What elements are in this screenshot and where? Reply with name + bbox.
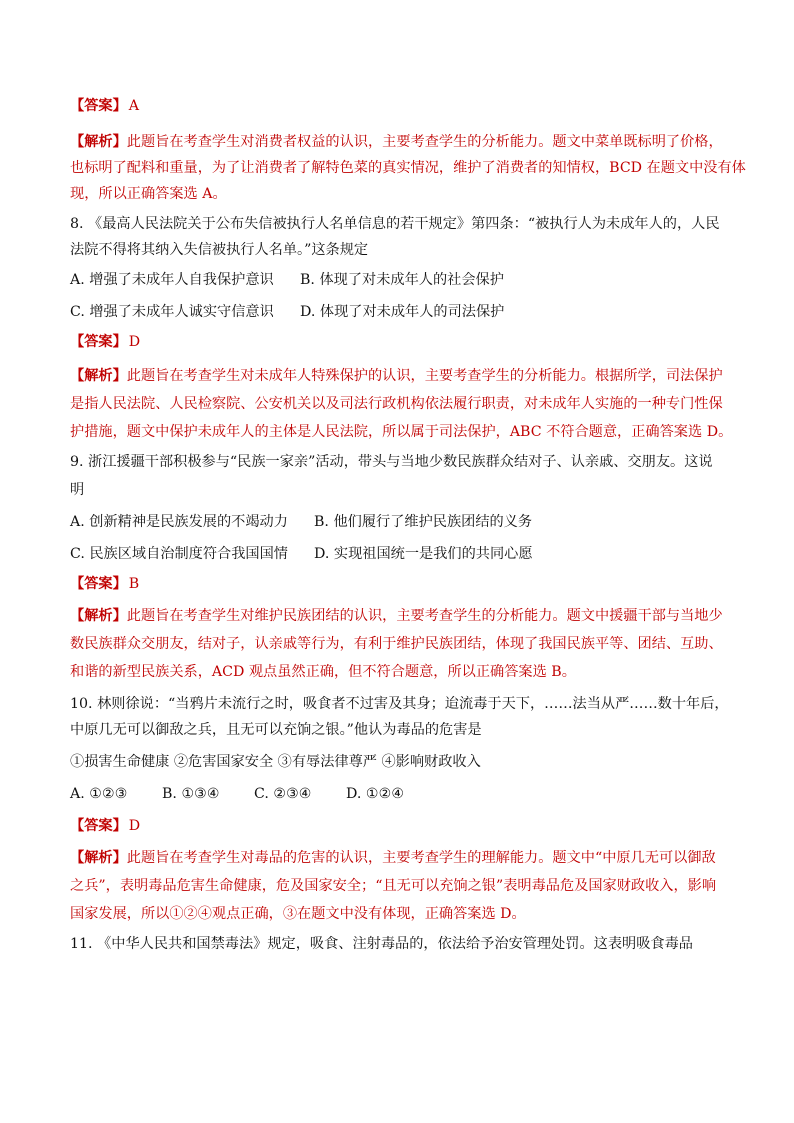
q8-analysis-line-2: 是指人民法院、人民检察院、公安机关以及司法行政机构依法履行职责，对未成年人实施的一种专门性保 <box>70 396 723 412</box>
q8-answer-line <box>70 332 140 352</box>
q10-stem-line-2: 中原几无可以御敌之兵，且无可以充饷之银。”他认为毒品的危害是 <box>70 722 482 738</box>
answer-tag: 【答案】 <box>70 98 127 114</box>
q9-analysis-line-3: 和谐的新型民族关系，ACD 观点虽然正确，但不符合题意，所以正确答案选 B。 <box>70 664 576 680</box>
q8-options-row-2 <box>70 302 504 322</box>
q10-stem-line-1: 10. 林则徐说：“当鸦片未流行之时，吸食者不过害及其身；迨流毒于天下，……法当从严……数十年后， <box>70 696 729 712</box>
answer-value: D <box>128 818 141 834</box>
q9-options-row-2 <box>70 544 533 564</box>
q9-stem-line-1: 9. 浙江援疆干部积极参与“民族一家亲”活动，带头与当地少数民族群众结对子、认亲戚、交朋友。这说 <box>70 454 713 470</box>
q9-options-row-1 <box>70 512 532 532</box>
q9-option-a: A. 创新精神是民族发展的不竭动力 <box>70 514 288 530</box>
answer-tag: 【答案】 <box>70 334 127 350</box>
q10-analysis-line-1 <box>70 848 716 868</box>
q9-option-d: D. 实现祖国统一是我们的共同心愿 <box>314 546 533 562</box>
q9-option-c: C. 民族区域自治制度符合我国国情 <box>70 546 288 562</box>
q10-options-row <box>70 784 404 804</box>
q7-analysis-line-1 <box>70 132 723 152</box>
q10-items: ①损害生命健康 ②危害国家安全 ③有辱法律尊严 ④影响财政收入 <box>70 754 481 770</box>
q10-analysis-line-2: 之兵”，表明毒品危害生命健康，危及国家安全；“且无可以充饷之银”表明毒品危及国家财政收入，影响 <box>70 878 717 894</box>
analysis-tag: 【解析】 <box>70 608 127 624</box>
answer-value: D <box>128 334 141 350</box>
q8-stem-line-2: 法院不得将其纳入失信被执行人名单。”这条规定 <box>70 242 369 258</box>
q10-option-b: B. ①③④ <box>162 786 220 802</box>
answer-tag: 【答案】 <box>70 818 127 834</box>
q7-analysis-line-3: 现，所以正确答案选 A。 <box>70 186 227 202</box>
q9-answer-line <box>70 574 139 594</box>
q9-analysis-line-1 <box>70 606 723 626</box>
q7-analysis-line-2: 也标明了配料和重量，为了让消费者了解特色菜的真实情况，维护了消费者的知情权，BCD 在题文中没有体 <box>70 160 746 176</box>
q8-stem-line-1: 8. 《最高人民法院关于公布失信被执行人名单信息的若干规定》第四条：“被执行人为未成年人的，人民 <box>70 216 720 232</box>
q7-answer-line <box>70 96 139 116</box>
q8-analysis-line-3: 护措施，题文中保护未成年人的主体是人民法院，所以属于司法保护，ABC 不符合题意，正确答案选 D。 <box>70 424 733 440</box>
analysis-text: 此题旨在考查学生对消费者权益的认识，主要考查学生的分析能力。题文中菜单既标明了价格， <box>126 134 723 150</box>
q8-option-c: C. 增强了未成年人诚实守信意识 <box>70 304 274 320</box>
q8-option-d: D. 体现了对未成年人的司法保护 <box>300 304 505 320</box>
q10-option-d: D. ①②④ <box>346 786 405 802</box>
analysis-text: 此题旨在考查学生对维护民族团结的认识，主要考查学生的分析能力。题文中援疆干部与当地少 <box>126 608 723 624</box>
analysis-tag: 【解析】 <box>70 850 127 866</box>
analysis-tag: 【解析】 <box>70 134 127 150</box>
q10-answer-line <box>70 816 140 836</box>
q8-analysis-line-1 <box>70 366 723 386</box>
q9-option-b: B. 他们履行了维护民族团结的义务 <box>314 514 533 530</box>
q10-analysis-line-3: 国家发展，所以①②④观点正确，③在题文中没有体现，正确答案选 D。 <box>70 906 526 922</box>
answer-value: A <box>128 98 140 114</box>
q11-stem-line-1: 11. 《中华人民共和国禁毒法》规定，吸食、注射毒品的，依法给予治安管理处罚。这表明吸食毒品 <box>70 936 693 952</box>
analysis-text: 此题旨在考查学生对毒品的危害的认识，主要考查学生的理解能力。题文中“中原几无可以御敌 <box>126 850 716 866</box>
q10-option-c: C. ②③④ <box>254 786 312 802</box>
q8-option-b: B. 体现了对未成年人的社会保护 <box>300 272 504 288</box>
q9-stem-line-2: 明 <box>70 482 85 498</box>
analysis-text: 此题旨在考查学生对未成年人特殊保护的认识，主要考查学生的分析能力。根据所学，司法保护 <box>126 368 723 384</box>
q8-option-a: A. 增强了未成年人自我保护意识 <box>70 272 274 288</box>
answer-value: B <box>128 576 140 592</box>
q8-options-row-1 <box>70 270 504 290</box>
answer-tag: 【答案】 <box>70 576 127 592</box>
analysis-tag: 【解析】 <box>70 368 127 384</box>
q10-option-a: A. ①②③ <box>70 786 128 802</box>
q9-analysis-line-2: 数民族群众交朋友，结对子，认亲戚等行为，有利于维护民族团结，体现了我国民族平等、团结、互助、 <box>70 636 723 652</box>
